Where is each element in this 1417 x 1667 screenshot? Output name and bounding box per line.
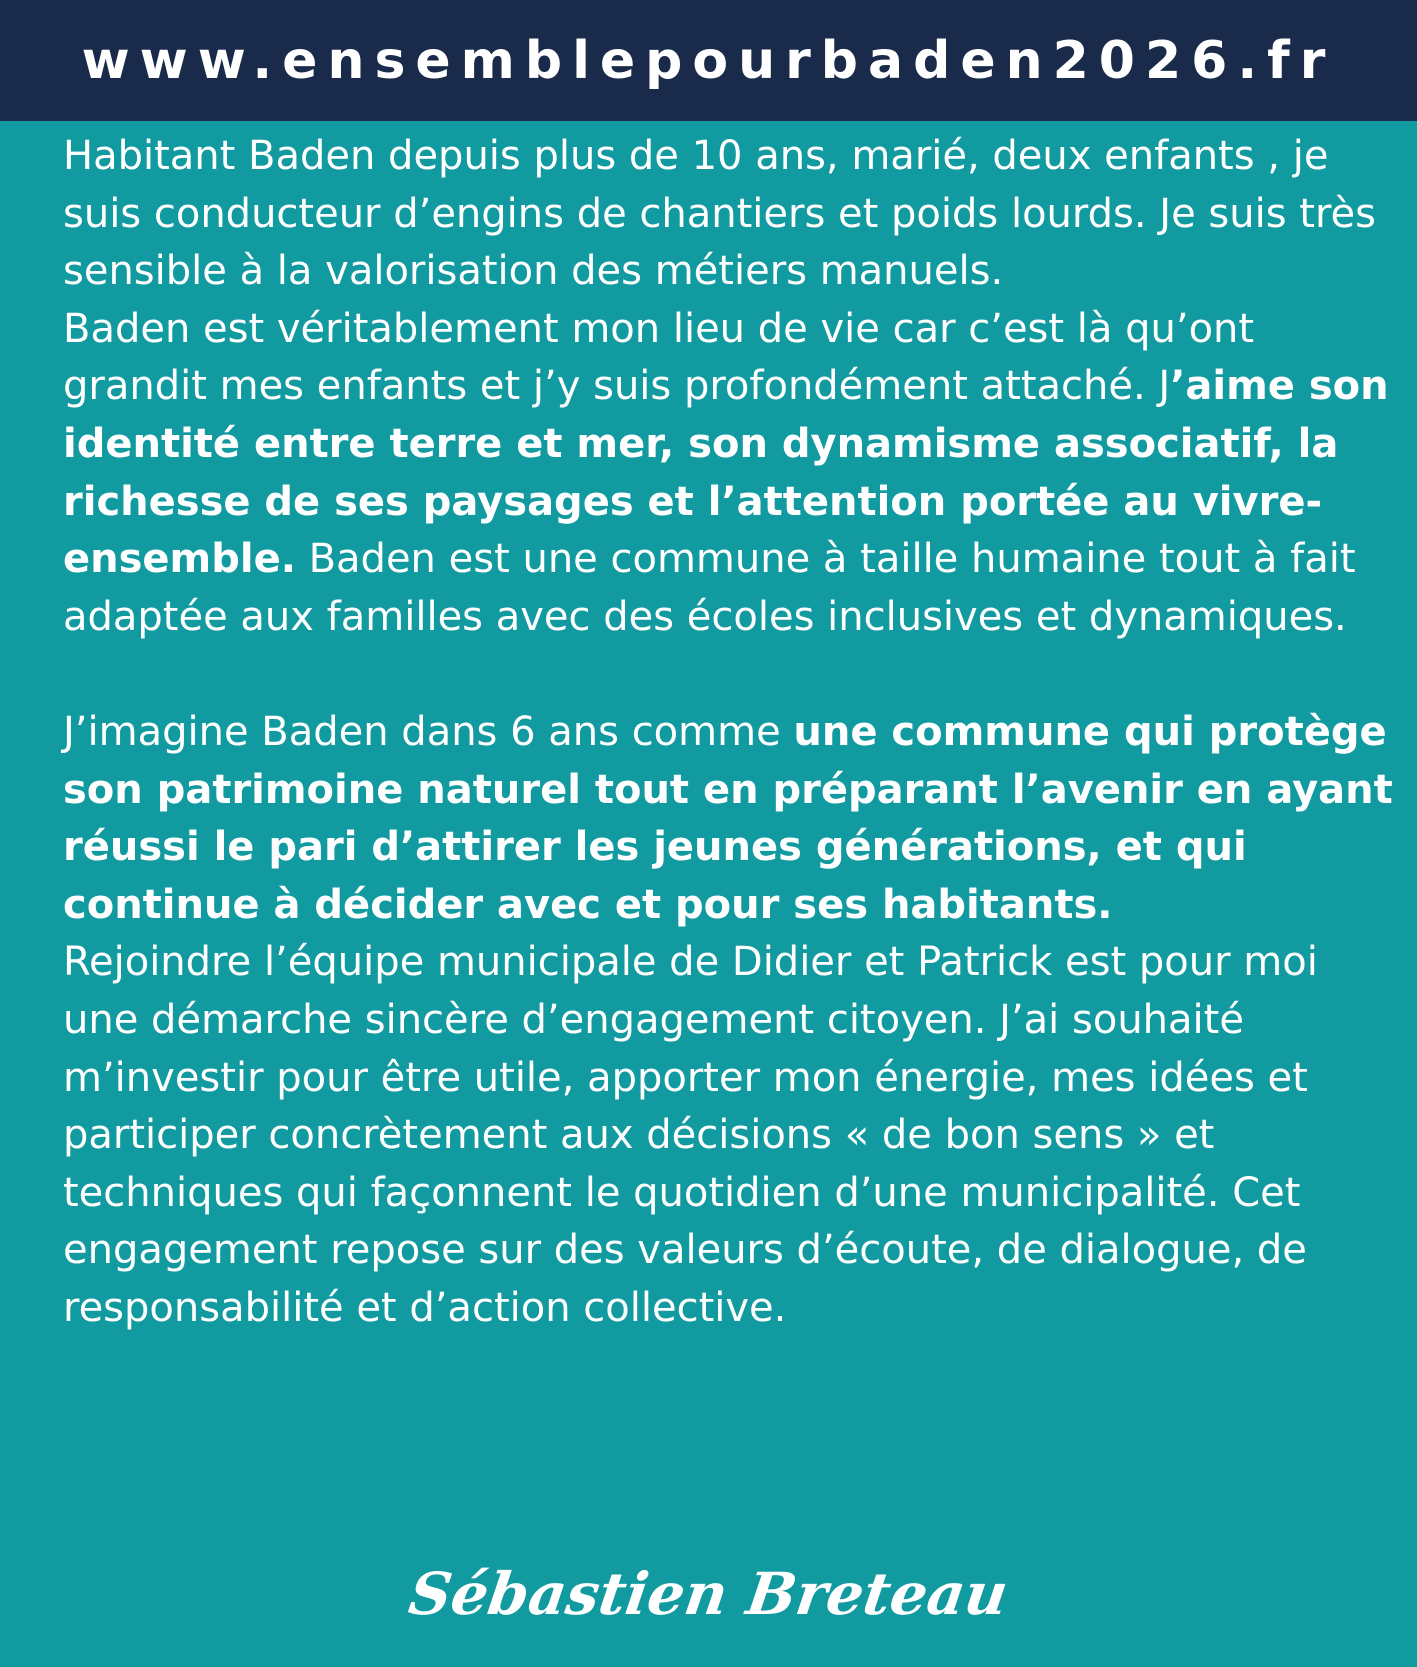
attachment-text: Baden est véritablement mon lieu de vie car c’est là qu’ont grandit mes enfants et j’y suis profondément attaché. J: [63, 305, 1255, 410]
vision-highlight: une commune qui protège son patrimoine naturel tout en préparant l’avenir en ayant réussi le pari d’attirer les jeunes générations, et qui continue à décider avec et pour ses habitants.: [63, 708, 1393, 928]
intro-paragraph: Habitant Baden depuis plus de 10 ans, marié, deux enfants , je suis conducteur d’engins de chantiers et poids lourds. Je suis très sensible à la valorisation des métiers manuels.: [63, 133, 1376, 295]
paragraph-spacer: [63, 646, 1403, 704]
family-text: Baden est une commune à taille humaine tout à fait adaptée aux familles avec des écoles inclusives et dynamiques.: [63, 536, 1356, 640]
vision-paragraph: [63, 704, 1403, 934]
body-text: [63, 128, 1403, 1337]
website-url[interactable]: www.ensemblepourbaden2026.fr: [81, 30, 1336, 91]
attachment-highlight: ’aime son identité entre terre et mer, son dynamisme associatif, la richesse de ses paysages et l’attention portée au vivre-ensemble.: [63, 363, 1389, 583]
attachment-paragraph: [63, 301, 1403, 647]
engagement-paragraph: Rejoindre l’équipe municipale de Didier et Patrick est pour moi une démarche sincère d’engagement citoyen. J’ai souhaité m’investir pour être utile, apporter mon énergie, mes idées et participer concrètement aux décisions « de bon sens » et techniques qui façonnent le quotidien d’une municipalité. Cet engagement repose sur des valeurs d’écoute, de dialogue, de responsabilité et d’action collective.: [63, 939, 1318, 1331]
vision-text: J’imagine Baden dans 6 ans comme: [63, 708, 794, 755]
signature: Sébastien Breteau: [404, 1560, 1013, 1628]
header-banner: [0, 0, 1417, 121]
